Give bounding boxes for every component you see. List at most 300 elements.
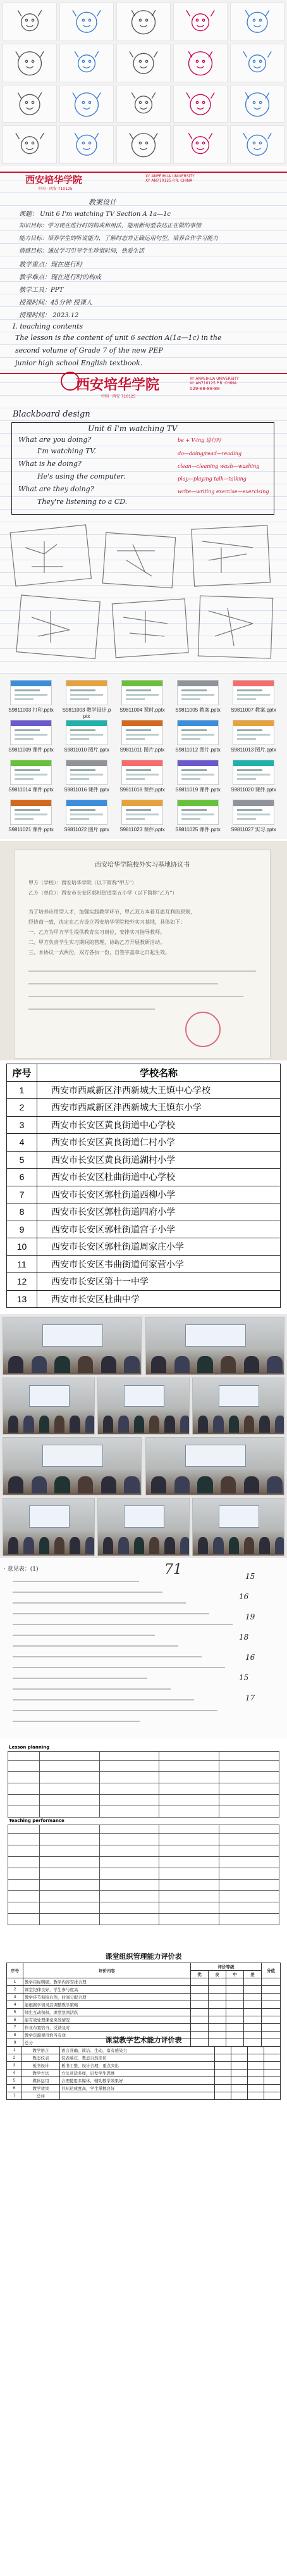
- student-figure: [32, 1476, 47, 1494]
- lamb-sketch: [173, 44, 228, 82]
- file-item[interactable]: [62, 760, 111, 793]
- university-address: XI' ANPEIHUA UNIVERSITY XI' AN710125 P.R. CHINA: [145, 174, 195, 183]
- agreement-body-2: 经协商一致，决定在乙方设立西安培华学院校外实习基地，具体如下：: [28, 919, 185, 925]
- rubric-cell: [99, 1902, 159, 1914]
- plan-difficulty: 教学难点：现在进行时的构成: [19, 274, 101, 281]
- handwriting-line: [13, 1635, 155, 1636]
- score-cell: [248, 2077, 264, 2085]
- pptx-thumbnail-icon: [177, 760, 219, 785]
- board-note-1: do—doing/read—reading: [178, 451, 242, 456]
- file-name: S9811018 课件.pptx: [119, 787, 165, 793]
- row-number: 5: [7, 2077, 22, 2085]
- score-number: 15: [239, 1673, 249, 1682]
- eval-criterion: 能有效处理课堂突发情况: [23, 2016, 191, 2024]
- score-cell: [209, 2016, 226, 2024]
- score-cell: [226, 2009, 244, 2016]
- score-cell: [248, 2070, 264, 2077]
- board-heading: Blackboard design: [13, 410, 90, 419]
- school-name: 西安市西咸新区沣西新城大王镇中心学校: [37, 1081, 281, 1099]
- board-question-3: What are they doing?: [18, 485, 94, 493]
- row-number: 7: [7, 1186, 37, 1203]
- agreement-seal-icon: [185, 1012, 221, 1047]
- file-item[interactable]: [62, 720, 111, 753]
- rubric-row: [8, 1914, 279, 1925]
- rubric-cell: [159, 1761, 219, 1772]
- rubric-cell: [8, 1834, 40, 1845]
- plan-tools: 教学工具：PPT: [19, 287, 64, 294]
- rubric-cell: [99, 1880, 159, 1891]
- rubric-cell: [219, 1914, 279, 1925]
- row-number: 6: [7, 1169, 37, 1186]
- flower-sketch: [173, 3, 228, 41]
- rubric-cell: [159, 1806, 219, 1818]
- table-row: [7, 2047, 281, 2054]
- agreement-body-1: 为了培养应用型人才，加强实践教学环节，甲乙双方本着互惠互利的原则，: [28, 909, 195, 915]
- table-row: [7, 1116, 281, 1134]
- handwriting-line: [13, 1667, 225, 1668]
- eval-criterion: 合理使用多媒体，辅助教学效果好: [60, 2077, 215, 2085]
- row-number: 4: [7, 2070, 22, 2077]
- student-figure: [259, 1537, 269, 1555]
- projector-screen: [29, 1385, 70, 1407]
- eval-criterion: 能根据学情灵活调整教学策略: [23, 2001, 191, 2009]
- pptx-thumbnail-icon: [66, 720, 107, 745]
- cat-face-sketch: [3, 85, 57, 123]
- classroom-photo: [3, 1437, 142, 1495]
- school-name: 西安市长安区黄良街道中心学校: [37, 1116, 281, 1134]
- rubric-cell: [8, 1857, 40, 1868]
- plan-time: 授课时间：45分钟 授课人: [19, 299, 92, 306]
- score-cell: [248, 2092, 264, 2100]
- rabbit-sketch: [230, 125, 284, 164]
- student-figure: [101, 1356, 116, 1374]
- plan-topic: 课题： Unit 6 I'm watching TV Section A 1a—1c: [19, 211, 171, 218]
- eval-item: 媒体运用: [22, 2077, 60, 2085]
- projector-screen: [42, 1445, 104, 1467]
- rubric-cell: [8, 1914, 40, 1925]
- score-cell: [231, 2092, 248, 2100]
- file-item[interactable]: [6, 800, 56, 833]
- eval-item: 板书设计: [22, 2062, 60, 2070]
- score-cell: [262, 2009, 281, 2016]
- file-item[interactable]: [229, 800, 278, 833]
- score-cell: [264, 2085, 281, 2092]
- score-number: 19: [245, 1612, 255, 1621]
- eval-criterion: 教学目标明确，教学内容安排合理: [23, 1978, 191, 1986]
- cake-sketch: [116, 125, 171, 164]
- comment-label: · 意见表：(1): [4, 1566, 39, 1573]
- agreement-party-b: 乙方（单位）：西安市长安区郭杜街道第五小学（以下简称"乙方"）: [28, 890, 178, 896]
- score-cell: [226, 2016, 244, 2024]
- eval2-table: [6, 2046, 281, 2100]
- rubric-cell: [39, 1857, 99, 1868]
- row-number: 2: [7, 1099, 37, 1117]
- rubric-cell: [219, 1880, 279, 1891]
- rubric-cell: [39, 1752, 99, 1761]
- rubric-cell: [8, 1772, 40, 1783]
- eval-item: 总评: [22, 2092, 60, 2100]
- handwriting-line: [13, 1688, 171, 1690]
- header-no: 序号: [7, 1064, 37, 1082]
- rubric-cell: [159, 1834, 219, 1845]
- table-row: [7, 1221, 281, 1238]
- rubric-cell: [8, 1783, 40, 1795]
- score-cell: [209, 1994, 226, 2001]
- school-name: 西安市长安区郭杜街道周家庄小学: [37, 1238, 281, 1256]
- row-number: 4: [7, 2001, 23, 2009]
- rubric-cell: [219, 1891, 279, 1902]
- pptx-thumbnail-icon: [233, 800, 274, 825]
- pptx-thumbnail-icon: [177, 800, 219, 825]
- student-figure: [259, 1416, 269, 1433]
- board-note-top: be + V-ing 进行时: [178, 437, 221, 443]
- board-note-2: clean—cleaning wash—washing: [178, 463, 260, 469]
- file-item[interactable]: [6, 720, 56, 753]
- score-number: 15: [245, 1572, 255, 1581]
- file-item[interactable]: [229, 760, 278, 793]
- student-figure: [164, 1416, 174, 1433]
- file-grid: [0, 673, 287, 839]
- plan-goal-3: 情感目标：通过学习引导学生珍惜时间，热爱生活: [19, 248, 145, 254]
- handwriting-line: [13, 1645, 178, 1647]
- rubric-cell: [8, 1825, 40, 1834]
- student-figure: [23, 1416, 34, 1433]
- score-cell: [231, 2062, 248, 2070]
- rubric-cell: [99, 1914, 159, 1925]
- score-cell: [191, 2016, 209, 2024]
- pptx-thumbnail-icon: [233, 760, 274, 785]
- score-cell: [244, 1986, 262, 1994]
- plan-section-title: I. teaching contents: [13, 322, 83, 330]
- file-item[interactable]: [118, 800, 167, 833]
- rubric-row: [8, 1752, 279, 1761]
- comment-sheet: [0, 1559, 287, 1739]
- rubric-cell: [8, 1752, 40, 1761]
- rubric-cell: [39, 1868, 99, 1880]
- file-item[interactable]: [173, 680, 223, 713]
- pptx-thumbnail-icon: [10, 800, 52, 825]
- student-figure: [8, 1537, 18, 1555]
- score-cell: [231, 2047, 248, 2054]
- rubric-cell: [39, 1834, 99, 1845]
- rubric-cell: [219, 1752, 279, 1761]
- file-item[interactable]: [173, 720, 223, 753]
- eval-criterion: 课堂纪律良好，学生参与度高: [23, 1986, 191, 1994]
- grade-header: 中: [226, 1971, 244, 1978]
- header-school-name: 学校名称: [37, 1064, 281, 1082]
- school-name: 西安市长安区郭杜街道四府小学: [37, 1203, 281, 1221]
- content-line-2: second volume of Grade 7 of the new PEP: [15, 346, 163, 355]
- agreement-title: 西安培华学院校外实习基地协议书: [95, 862, 190, 869]
- classroom-photo: [145, 1317, 284, 1375]
- rubric-cell: [159, 1914, 219, 1925]
- student-figure: [54, 1356, 70, 1374]
- score-number: 16: [245, 1653, 255, 1662]
- score-cell: [226, 1994, 244, 2001]
- score-cell: [231, 2070, 248, 2077]
- score-cell: [209, 2009, 226, 2016]
- rubric-cell: [39, 1914, 99, 1925]
- pptx-thumbnail-icon: [121, 680, 163, 705]
- rubric-cell: [99, 1868, 159, 1880]
- rubric-cell: [219, 1772, 279, 1783]
- scoring-title-2: Teaching performance: [9, 1818, 64, 1823]
- pptx-thumbnail-icon: [10, 760, 52, 785]
- rubric-cell: [159, 1752, 219, 1761]
- pptx-thumbnail-icon: [121, 760, 163, 785]
- row-number: 3: [7, 1116, 37, 1134]
- table-row: [7, 2009, 281, 2016]
- eval-criterion: 总分: [23, 2039, 191, 2047]
- agreement-photo: [0, 841, 287, 1060]
- file-item[interactable]: [173, 800, 223, 833]
- rubric-cell: [99, 1834, 159, 1845]
- score-cell: [215, 2054, 231, 2062]
- file-name: S9811012 图片.pptx: [175, 747, 221, 753]
- classroom-photo: [3, 1317, 142, 1375]
- plan-goal: 知识目标：学习现在进行时的构成和用法，能用新句型表达正在做的事情: [19, 223, 202, 229]
- student-figure: [151, 1356, 166, 1374]
- rubric-cell: [99, 1825, 159, 1834]
- score-cell: [244, 2024, 262, 2032]
- file-name: S9811020 课件.pptx: [231, 787, 276, 793]
- rubric-cell: [39, 1880, 99, 1891]
- score-cell: [215, 2085, 231, 2092]
- comment-mark: 71: [164, 1562, 182, 1578]
- row-number: 1: [7, 1081, 37, 1099]
- student-figure: [198, 1416, 208, 1433]
- girl-sketch: [116, 44, 171, 82]
- school-list: [0, 1064, 287, 1312]
- row-number: 2: [7, 2054, 22, 2062]
- plan-goal-2: 能力目标：培养学生的听说能力，了解时态并正确运用句型。培养合作学习能力: [19, 236, 219, 242]
- file-name: S9811023 课件.pptx: [119, 827, 165, 832]
- table-row: [7, 2070, 281, 2077]
- score-number: 17: [245, 1693, 255, 1702]
- row-number: 9: [7, 1221, 37, 1238]
- score-cell: [209, 1978, 226, 1986]
- score-cell: [231, 2077, 248, 2085]
- student-figure: [23, 1537, 34, 1555]
- eval1-head-grade: 评价等级: [191, 1963, 262, 1971]
- student-figure: [149, 1537, 159, 1555]
- score-cell: [209, 2024, 226, 2032]
- student-figure: [198, 1537, 208, 1555]
- student-figure: [229, 1537, 239, 1555]
- rubric-cell: [99, 1761, 159, 1772]
- pptx-thumbnail-icon: [233, 680, 274, 705]
- table-row: [7, 2024, 281, 2032]
- projector-screen: [185, 1445, 247, 1467]
- classroom-photos: [0, 1314, 287, 1558]
- grade-header: 优: [191, 1971, 209, 1978]
- eval-criterion: [60, 2092, 215, 2100]
- rubric-cell: [39, 1825, 99, 1834]
- handwriting-line: [13, 1721, 140, 1722]
- student-figure: [267, 1476, 282, 1494]
- classroom-photo: [3, 1378, 95, 1435]
- rubric-cell: [39, 1806, 99, 1818]
- board-note-4: write—writing exercise—exercising: [178, 489, 269, 494]
- rubric-cell: [159, 1825, 219, 1834]
- file-name: S9811014 课件.pptx: [8, 787, 54, 793]
- goat-sketch: [230, 85, 284, 123]
- file-name: S9811022 图片.pptx: [64, 827, 109, 832]
- university-address-2: XI' ANPEIHUA UNIVERSITY XI' AN710125 P.R. CHINA: [190, 377, 239, 386]
- row-number: 6: [7, 2016, 23, 2024]
- score-cell: [226, 1986, 244, 1994]
- score-cell: [215, 2062, 231, 2070]
- rubric-cell: [99, 1772, 159, 1783]
- lion-mane-sketch: [173, 85, 228, 123]
- cat-sketch: [3, 3, 57, 41]
- file-name: S9811003 打印.pptx: [8, 707, 54, 713]
- rubric-row: [8, 1868, 279, 1880]
- plan-header: 教案设计: [89, 198, 116, 206]
- score-cell: [191, 1986, 209, 1994]
- file-item[interactable]: [62, 800, 111, 833]
- hedgehog-sketch: [3, 125, 57, 164]
- file-item[interactable]: [118, 720, 167, 753]
- student-figure: [244, 1537, 254, 1555]
- rubric-cell: [99, 1783, 159, 1795]
- file-item[interactable]: [6, 680, 56, 713]
- rubric-cell: [159, 1857, 219, 1868]
- score-cell: [264, 2070, 281, 2077]
- score-cell: [264, 2062, 281, 2070]
- rubric-row: [8, 1761, 279, 1772]
- school-name: 西安市长安区郭杜街道西柳小学: [37, 1186, 281, 1203]
- file-name: S9811011 图片.pptx: [119, 747, 165, 753]
- file-name: S9811003 教学设计.pptx: [62, 707, 111, 719]
- rubric-cell: [39, 1761, 99, 1772]
- rubric-cell: [8, 1880, 40, 1891]
- score-cell: [226, 2024, 244, 2032]
- owl-sketch: [59, 85, 114, 123]
- student-figure: [70, 1416, 80, 1433]
- table-row: [7, 1169, 281, 1186]
- school-name: 西安市长安区杜曲街道中心学校: [37, 1169, 281, 1186]
- house-sketch: [59, 3, 114, 41]
- file-item[interactable]: [62, 680, 111, 720]
- file-item[interactable]: [6, 760, 56, 793]
- rubric-row: [8, 1783, 279, 1795]
- eval-criterion: 教学环节衔接自然，时间分配合理: [23, 1994, 191, 2001]
- student-figure: [213, 1537, 223, 1555]
- handwriting-line: [13, 1699, 194, 1700]
- tree-sketch: [173, 125, 228, 164]
- row-number: 8: [7, 1203, 37, 1221]
- score-cell: [248, 2054, 264, 2062]
- score-cell: [262, 2016, 281, 2024]
- rubric-row: [8, 1806, 279, 1818]
- student-figure: [39, 1537, 49, 1555]
- rubric-cell: [219, 1795, 279, 1806]
- board-question-1: What are you doing?: [18, 436, 92, 444]
- student-figure: [85, 1416, 95, 1433]
- score-number: 18: [239, 1633, 249, 1642]
- rubric-row: [8, 1772, 279, 1783]
- student-figure: [103, 1416, 113, 1433]
- student-figure: [134, 1416, 144, 1433]
- pig-sketch: [230, 44, 284, 82]
- score-cell: [264, 2047, 281, 2054]
- plan-date: 授课时间： 2023.12: [19, 312, 79, 319]
- score-cell: [215, 2047, 231, 2054]
- file-name: S9811019 课件.pptx: [175, 787, 221, 793]
- file-item[interactable]: [229, 680, 278, 713]
- student-figure: [197, 1356, 212, 1374]
- rubric-row: [8, 1795, 279, 1806]
- lesson-plan-page-2: [0, 332, 287, 672]
- student-figure: [101, 1476, 116, 1494]
- score-cell: [248, 2085, 264, 2092]
- student-figure: [78, 1356, 93, 1374]
- row-number: 1: [7, 1978, 23, 1986]
- board-note-3: play—playing talk—talking: [178, 476, 247, 482]
- table-row: [7, 1099, 281, 1117]
- table-row: [7, 1994, 281, 2001]
- table-row: [7, 1255, 281, 1273]
- file-name: S9811005 教案.pptx: [175, 707, 221, 713]
- board-title: Unit 6 I'm watching TV: [88, 424, 178, 433]
- rubric-cell: [39, 1845, 99, 1857]
- scoring-title-1: Lesson planning: [9, 1745, 50, 1750]
- pptx-thumbnail-icon: [121, 800, 163, 825]
- rubric-row: [8, 1857, 279, 1868]
- student-figure: [275, 1537, 284, 1555]
- student-figure: [32, 1356, 47, 1374]
- evaluation-section: [0, 1742, 287, 2109]
- file-item[interactable]: [118, 760, 167, 793]
- score-cell: [264, 2077, 281, 2085]
- university-name-large: 西安培华学院: [76, 377, 160, 393]
- pptx-thumbnail-icon: [66, 760, 107, 785]
- rubric-row: [8, 1891, 279, 1902]
- university-phone: 029-88-88-88: [190, 386, 220, 391]
- board-answer-1: I'm watching TV.: [37, 447, 96, 455]
- university-address-cn-2: 中国 · 西安 710125: [101, 394, 136, 399]
- lion-sketch: [3, 44, 57, 82]
- rubric-cell: [159, 1795, 219, 1806]
- student-figure: [213, 1416, 223, 1433]
- rubric-row: [8, 1902, 279, 1914]
- school-table: [6, 1064, 281, 1308]
- file-item[interactable]: [118, 680, 167, 713]
- score-cell: [191, 2024, 209, 2032]
- projector-screen: [219, 1385, 259, 1407]
- file-item[interactable]: [173, 760, 223, 793]
- file-item[interactable]: [229, 720, 278, 753]
- student-figure: [180, 1537, 190, 1555]
- content-line-3: junior high school English textbook.: [15, 359, 143, 367]
- rubric-cell: [39, 1783, 99, 1795]
- score-cell: [215, 2070, 231, 2077]
- pptx-thumbnail-icon: [121, 720, 163, 745]
- classroom-photo: [145, 1437, 284, 1495]
- eval1-title: 课堂组织管理能力评价表: [105, 1953, 182, 1961]
- classroom-sketches: [6, 522, 281, 669]
- rubric-cell: [219, 1868, 279, 1880]
- rubric-cell: [219, 1825, 279, 1834]
- student-figure: [197, 1476, 212, 1494]
- table-row: [7, 1238, 281, 1256]
- row-number: 3: [7, 2062, 22, 2070]
- table-row: [7, 1290, 281, 1308]
- table-row: [7, 2085, 281, 2092]
- lesson-plan-page: [0, 168, 287, 332]
- pptx-thumbnail-icon: [177, 680, 219, 705]
